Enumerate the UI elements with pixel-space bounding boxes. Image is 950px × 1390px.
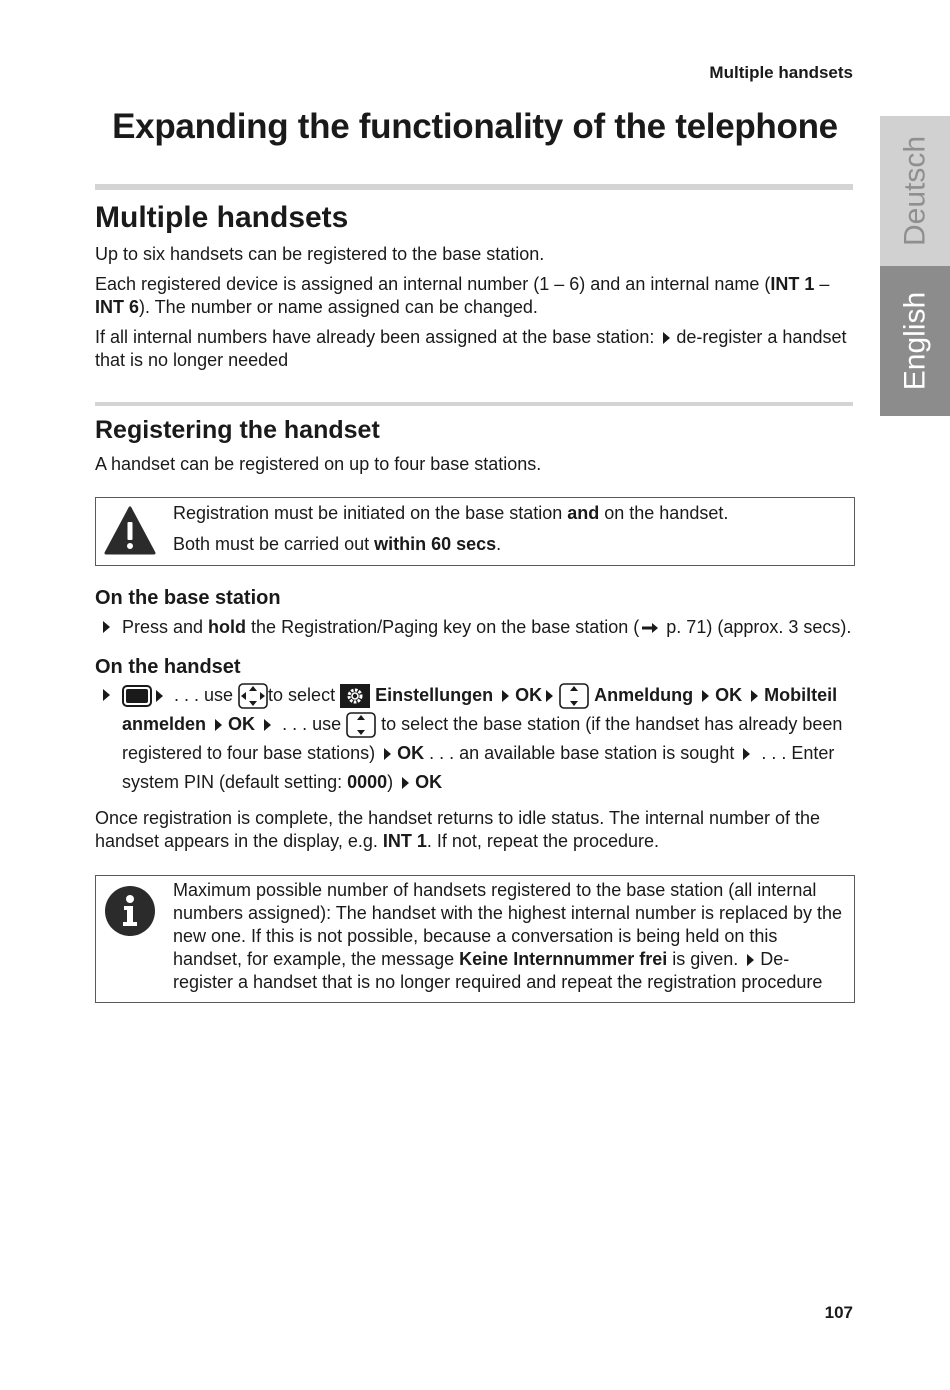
text: Maximum possible number of handsets registered to the base station (all internal numbers assigned): The handset with the highest internal number is replaced by the new one. If this is not possible, because a conversation is being held on this handset, for example, the message — [173, 880, 843, 969]
int-label: INT 1 — [770, 274, 815, 294]
arrow-right-icon — [747, 954, 754, 966]
arrow-right-icon — [702, 690, 709, 702]
paragraph: Up to six handsets can be registered to the base station. — [95, 244, 545, 264]
arrow-right-icon — [215, 719, 222, 731]
text: p. 71) (approx. 3 secs). — [661, 617, 852, 637]
menu-item-anmeldung: Anmeldung — [594, 685, 694, 705]
text: Registration must be initiated on the base station — [173, 503, 568, 523]
page-reference-arrow-icon — [641, 622, 659, 634]
menu-key-icon — [122, 685, 152, 707]
emphasis: hold — [208, 617, 247, 637]
arrow-right-icon — [663, 332, 670, 344]
text: De-register a handset that is no longer required and repeat the registration procedure — [173, 949, 823, 992]
text: Press and — [122, 617, 209, 637]
emphasis: and — [567, 503, 600, 523]
paragraph — [95, 326, 855, 373]
section-title: Multiple handsets — [95, 201, 349, 234]
paragraph — [95, 273, 855, 320]
navigation-key-icon — [238, 683, 268, 709]
text: the Registration/Paging key on the base station ( — [246, 617, 640, 637]
info-icon — [104, 885, 156, 937]
text: ) — [387, 772, 399, 792]
arrow-right-icon — [502, 690, 509, 702]
int-label: INT 6 — [95, 297, 140, 318]
instruction — [122, 613, 852, 642]
text: to select the base station (if the handset has already been registered to four base stations) — [122, 714, 843, 763]
arrow-right-icon — [402, 777, 409, 789]
up-down-key-icon — [346, 712, 376, 738]
arrow-right-icon — [751, 690, 758, 702]
text: . . . an available base station is sought — [424, 743, 740, 763]
bullet-arrow-icon — [103, 621, 110, 633]
warning-box — [95, 497, 855, 566]
text: . . . use — [277, 714, 347, 734]
warning-icon — [104, 506, 156, 556]
chapter-title: Expanding the functionality of the telephone — [112, 107, 838, 146]
info-text — [173, 879, 844, 994]
subsection-title: Registering the handset — [95, 416, 380, 444]
text: ). The number or name assigned can be changed. — [139, 297, 538, 318]
language-tab-label: Deutsch — [898, 135, 932, 247]
ok-softkey: OK — [515, 685, 543, 705]
text: de-register a handset that is no longer needed — [95, 327, 847, 371]
display-message: Keine Internnummer frei — [459, 949, 668, 969]
int-label: INT 1 — [382, 831, 427, 852]
text: to select — [268, 685, 341, 705]
arrow-right-icon — [156, 690, 163, 702]
settings-gear-icon — [340, 684, 370, 708]
text: Each registered device is assigned an internal number (1 – 6) and an internal name ( — [95, 274, 771, 294]
ok-softkey: OK — [415, 772, 443, 792]
menu-item-mobilteil-anmelden: Mobilteil anmelden — [122, 685, 838, 734]
text: . . . Enter system PIN (default setting: — [122, 743, 835, 792]
arrow-right-icon — [384, 748, 391, 760]
default-pin: 0000 — [347, 772, 388, 792]
ok-softkey: OK — [228, 714, 256, 734]
info-box — [95, 875, 855, 1003]
text: . If not, repeat the procedure. — [426, 831, 660, 852]
paragraph — [95, 807, 855, 854]
text: – — [814, 274, 830, 294]
running-header: Multiple handsets — [709, 63, 853, 82]
arrow-right-icon — [546, 690, 553, 702]
text: on the handset. — [599, 503, 729, 523]
ok-softkey: OK — [397, 743, 425, 763]
section-divider — [95, 402, 853, 406]
step-heading: On the handset — [95, 656, 241, 678]
up-down-key-icon — [559, 683, 589, 709]
text: is given. — [667, 949, 744, 969]
paragraph: A handset can be registered on up to four base stations. — [95, 454, 542, 474]
section-divider — [95, 184, 853, 190]
warning-line — [173, 533, 844, 556]
emphasis: within 60 secs — [374, 534, 497, 554]
arrow-right-icon — [264, 719, 271, 731]
text: Both must be carried out — [173, 534, 375, 554]
arrow-right-icon — [743, 748, 750, 760]
instruction — [122, 681, 852, 797]
bullet-arrow-icon — [103, 689, 110, 701]
text: If all internal numbers have already been assigned at the base station: — [95, 327, 655, 347]
language-tab-english[interactable] — [880, 266, 950, 416]
text: . — [496, 534, 502, 554]
ok-softkey: OK — [715, 685, 743, 705]
language-tab-label: English — [898, 291, 932, 391]
text: Once registration is complete, the handset returns to idle status. The internal number of the handset appears in the display, e.g. — [95, 808, 821, 852]
language-tab-deutsch[interactable] — [880, 116, 950, 266]
step-heading: On the base station — [95, 587, 281, 609]
page-number: 107 — [824, 1303, 853, 1322]
menu-item-einstellungen: Einstellungen — [375, 685, 494, 705]
text: . . . use — [169, 685, 239, 705]
warning-line — [173, 502, 844, 525]
